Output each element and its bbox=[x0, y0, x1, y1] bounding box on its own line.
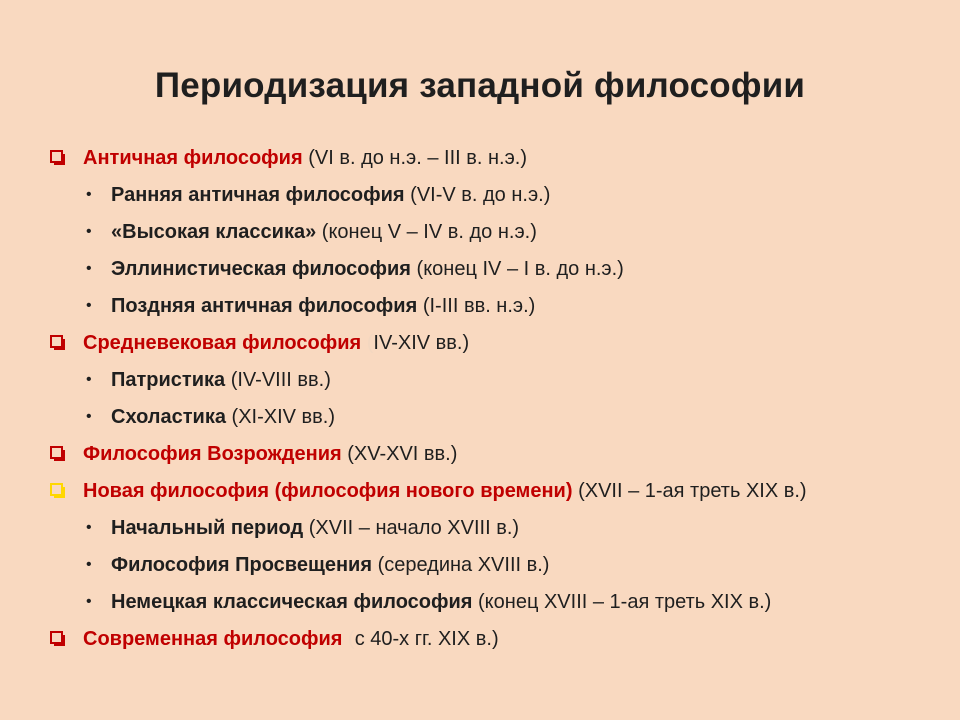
list-item-text bbox=[111, 214, 537, 250]
list-item-text bbox=[111, 547, 549, 583]
period-name: Ранняя античная философия bbox=[111, 184, 405, 206]
period-name: Средневековая философия bbox=[83, 332, 362, 354]
list-item-text bbox=[83, 140, 527, 176]
dot-bullet-icon: • bbox=[86, 371, 92, 388]
period-date: (конец IV – I в. до н.э.) bbox=[416, 258, 624, 280]
list-item-text bbox=[111, 510, 519, 546]
period-name: Начальный период bbox=[111, 517, 304, 539]
period-name: Немецкая классическая философия bbox=[111, 591, 473, 613]
dot-bullet-icon: • bbox=[86, 519, 92, 536]
period-date: (VI в. до н.э. – III в. н.э.) bbox=[308, 147, 528, 169]
period-date: (VI-V в. до н.э.) bbox=[410, 184, 551, 206]
period-name: Философия Просвещения bbox=[111, 554, 372, 576]
period-date-paren: ( bbox=[348, 628, 355, 650]
period-name: Поздняя античная философия bbox=[111, 295, 418, 317]
checkbox-bullet-icon bbox=[50, 446, 63, 459]
period-date: (IV-VIII вв.) bbox=[230, 369, 331, 391]
period-name: Патристика bbox=[111, 369, 226, 391]
checkbox-bullet-icon bbox=[50, 335, 63, 348]
period-name: Схоластика bbox=[111, 406, 226, 428]
period-date-paren: ( bbox=[366, 332, 374, 354]
dot-bullet-icon: • bbox=[86, 297, 92, 314]
period-name: «Высокая классика» bbox=[111, 221, 317, 243]
period-name: Философия Возрождения bbox=[83, 443, 342, 465]
list-item-text bbox=[83, 621, 499, 657]
list-item-text bbox=[111, 251, 624, 287]
dot-bullet-icon: • bbox=[86, 556, 92, 573]
period-name: Современная философия bbox=[83, 628, 343, 650]
period-date: IV-XIV вв.) bbox=[373, 332, 470, 354]
period-name: Античная философия bbox=[83, 147, 303, 169]
list-item-text bbox=[83, 436, 457, 472]
list-item-text bbox=[111, 584, 771, 620]
list-item-text bbox=[111, 399, 335, 435]
dot-bullet-icon: • bbox=[86, 260, 92, 277]
period-date: (XI-XIV вв.) bbox=[231, 406, 336, 428]
period-date: (конец V – IV в. до н.э.) bbox=[321, 221, 537, 243]
period-name: Новая философия (философия нового времени) bbox=[83, 480, 573, 502]
checkbox-bullet-icon bbox=[50, 150, 63, 163]
period-date: (конец XVIII – 1-ая треть XIX в.) bbox=[478, 591, 772, 613]
list-item-text bbox=[111, 177, 550, 213]
period-name: Эллинистическая философия bbox=[111, 258, 411, 280]
list-item-text bbox=[111, 362, 331, 398]
dot-bullet-icon: • bbox=[86, 223, 92, 240]
checkbox-bullet-icon bbox=[50, 483, 63, 496]
period-date: (XVII – начало XVIII в.) bbox=[308, 517, 520, 539]
period-date: (XV-XVI вв.) bbox=[347, 443, 458, 465]
dot-bullet-icon: • bbox=[86, 408, 92, 425]
slide-title: Периодизация западной философии bbox=[154, 66, 806, 105]
list-item-text bbox=[111, 288, 535, 324]
checkbox-bullet-icon bbox=[50, 631, 63, 644]
list-item-text bbox=[83, 325, 469, 361]
period-date: (середина XVIII в.) bbox=[377, 554, 550, 576]
dot-bullet-icon: • bbox=[86, 186, 92, 203]
period-date: (XVII – 1-ая треть XIX в.) bbox=[578, 480, 807, 502]
dot-bullet-icon: • bbox=[86, 593, 92, 610]
list-item-text bbox=[83, 473, 807, 509]
period-date: (I-III вв. н.э.) bbox=[422, 295, 536, 317]
period-date: с 40-х гг. XIX в.) bbox=[354, 628, 499, 650]
